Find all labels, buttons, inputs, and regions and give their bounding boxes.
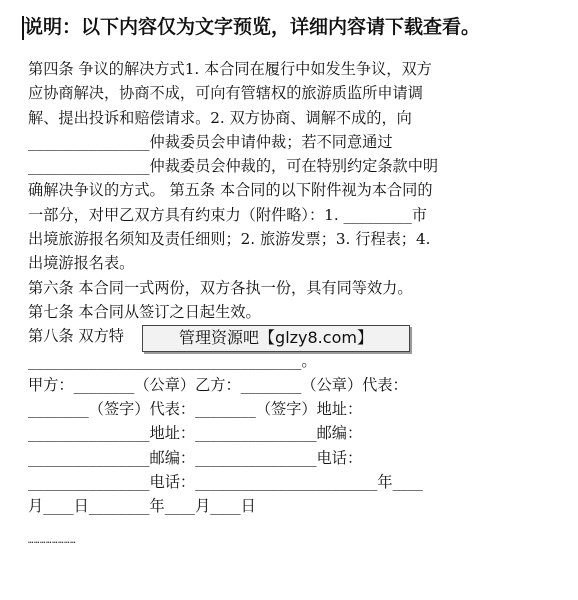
contract-line: 第四条 争议的解决方式1. 本合同在履行中如发生争议，双方: [28, 60, 432, 78]
contract-line: 甲方：________（公章）乙方：________（公章）代表：: [28, 375, 408, 394]
preview-notice: 说明：以下内容仅为文字预览，详细内容请下载查看。: [24, 16, 481, 38]
contract-line: 解、提出投诉和赔偿请求。2. 双方协商、调解不成的，向: [28, 108, 412, 127]
contract-line: 出境游报名表。: [28, 254, 135, 273]
contract-line: ________________仲裁委员会申请仲裁；若不同意通过: [28, 132, 393, 151]
contract-line: 第八条 双方特: [28, 327, 124, 346]
contract-line: ________________仲裁委员会仲裁的，可在特别约定条款中明: [28, 157, 439, 176]
contract-line: ________（签字）代表：________（签字）地址：: [28, 400, 363, 419]
contract-line: 应协商解决，协商不成，可向有管辖权的旅游质监所申请调: [28, 84, 423, 103]
contract-line: 月____日________年____月____日: [28, 497, 256, 516]
watermark-badge: 管理资源吧【glzy8.com】: [142, 325, 410, 352]
contract-body: [28, 57, 548, 519]
contract-line: 第六条 本合同一式两份，双方各执一份，具有同等效力。: [28, 278, 413, 297]
contract-line: 第七条 本合同从签订之日起生效。: [28, 302, 261, 321]
contract-line: ________________地址：________________邮编：: [28, 424, 363, 443]
contract-line: ________________邮编：________________电话：: [28, 448, 363, 467]
dotted-separator: ……………………: [28, 536, 77, 546]
contract-line: 一部分，对甲乙双方具有约束力（附件略）：1. _________市: [28, 205, 427, 224]
contract-line: 出境旅游报名须知及责任细则；2. 旅游发票；3. 行程表；4.: [28, 230, 431, 249]
contract-line: ____________________________________。: [28, 351, 317, 370]
contract-line: ________________电话：________________________年____: [28, 473, 423, 492]
contract-line: 确解决争议的方式。 第五条 本合同的以下附件视为本合同的: [28, 181, 433, 200]
